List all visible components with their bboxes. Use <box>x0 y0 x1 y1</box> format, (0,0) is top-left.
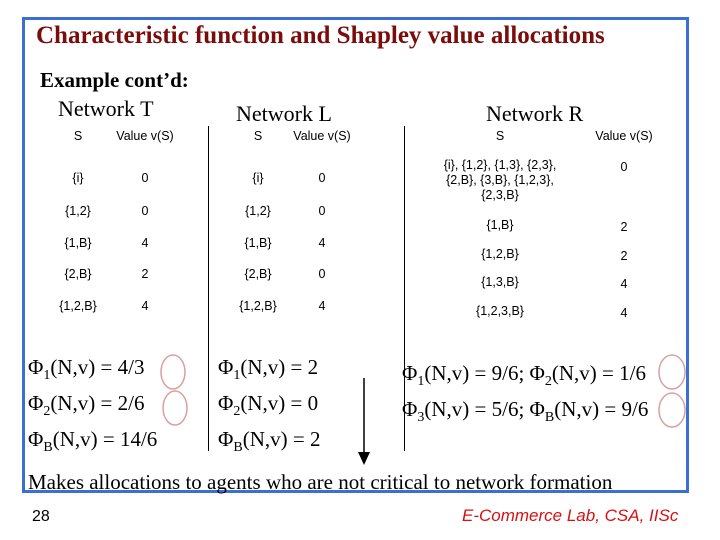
network-l-title: Network L <box>236 101 332 126</box>
table-cell: 4 <box>318 236 326 250</box>
network-t-title: Network T <box>58 96 154 121</box>
table-cell: {1,2,3,B} <box>476 304 524 318</box>
table-cell: {2,B} <box>244 267 272 281</box>
example-subtitle: Example cont’d: <box>40 68 189 92</box>
table-cell: 4 <box>318 299 326 313</box>
header-s: S <box>495 129 505 143</box>
shapley-t-agent-1: $\Phi_1(N,v) = 4/3$ <box>28 355 145 384</box>
header-s: S <box>253 129 263 143</box>
shapley-t-agent-b: $\Phi_B(N,v) = 14/6$ <box>28 427 158 456</box>
table-cell: {i}, {1,2}, {1,3}, {2,3}, {2,B}, {3,B}, {1,2,3}, {2,3,B} <box>443 158 557 202</box>
table-cell: 4 <box>141 299 149 313</box>
table-cell: {i} <box>72 171 84 185</box>
shapley-t-agent-2: $\Phi_2(N,v) = 2/6$ <box>28 391 145 420</box>
table-cell: {1,B} <box>244 236 272 250</box>
shapley-r-agents-1-2: $\Phi_1(N,v) = 9/6$; $\Phi_2(N,v) = 1/6$ <box>402 361 646 390</box>
table-cell: {2,B} <box>64 267 92 281</box>
table-cell: 0 <box>141 171 149 185</box>
table-cell: {1,2} <box>245 204 271 218</box>
highlight-circle-t-phi1 <box>161 355 185 389</box>
header-value: Value v(S) <box>595 129 653 143</box>
network-r-title: Network R <box>486 101 584 126</box>
table-cell: {i} <box>252 171 264 185</box>
table-cell: {1,3,B} <box>481 275 519 289</box>
table-cell: 0 <box>141 204 149 218</box>
table-cell: 4 <box>141 236 149 250</box>
table-cell: {1,2} <box>65 204 91 218</box>
table-cell: 0 <box>620 160 628 174</box>
highlight-circle-r-phi2 <box>659 355 685 389</box>
table-cell: 0 <box>318 204 326 218</box>
table-cell: {1,2,B} <box>239 299 277 313</box>
highlight-circle-t-phi2 <box>163 391 187 425</box>
footer-lab-name: E-Commerce Lab, CSA, IISc <box>462 506 679 525</box>
shapley-l-agent-b: $\Phi_B(N,v) = 2$ <box>218 427 321 456</box>
table-cell: {1,2,B} <box>481 247 519 261</box>
table-cell: 0 <box>318 171 326 185</box>
table-cell: 0 <box>318 267 326 281</box>
shapley-l-agent-2: $\Phi_2(N,v) = 0$ <box>218 391 319 420</box>
table-cell: {1,B} <box>64 236 92 250</box>
table-cell: 4 <box>620 306 628 320</box>
table-cell: 2 <box>620 249 628 263</box>
table-cell: 2 <box>141 267 149 281</box>
table-cell: {1,2,B} <box>59 299 97 313</box>
shapley-r-agents-3-b: $\Phi_3(N,v) = 5/6$; $\Phi_B(N,v) = 9/6$ <box>402 397 649 426</box>
table-cell: 4 <box>620 277 628 291</box>
header-value: Value v(S) <box>293 129 351 143</box>
highlight-circle-r-phib <box>659 393 685 427</box>
shapley-l-agent-1: $\Phi_1(N,v) = 2$ <box>218 355 319 384</box>
conclusion-text: Makes allocations to agents who are not critical to network formation <box>28 470 613 494</box>
header-value: Value v(S) <box>116 129 174 143</box>
slide-title: Characteristic function and Shapley value allocations <box>36 22 605 49</box>
table-cell: {1,B} <box>486 218 514 232</box>
header-s: S <box>73 129 83 143</box>
table-cell: 2 <box>620 220 628 234</box>
arrow-down-icon <box>358 452 370 465</box>
slide-number: 28 <box>32 508 50 525</box>
